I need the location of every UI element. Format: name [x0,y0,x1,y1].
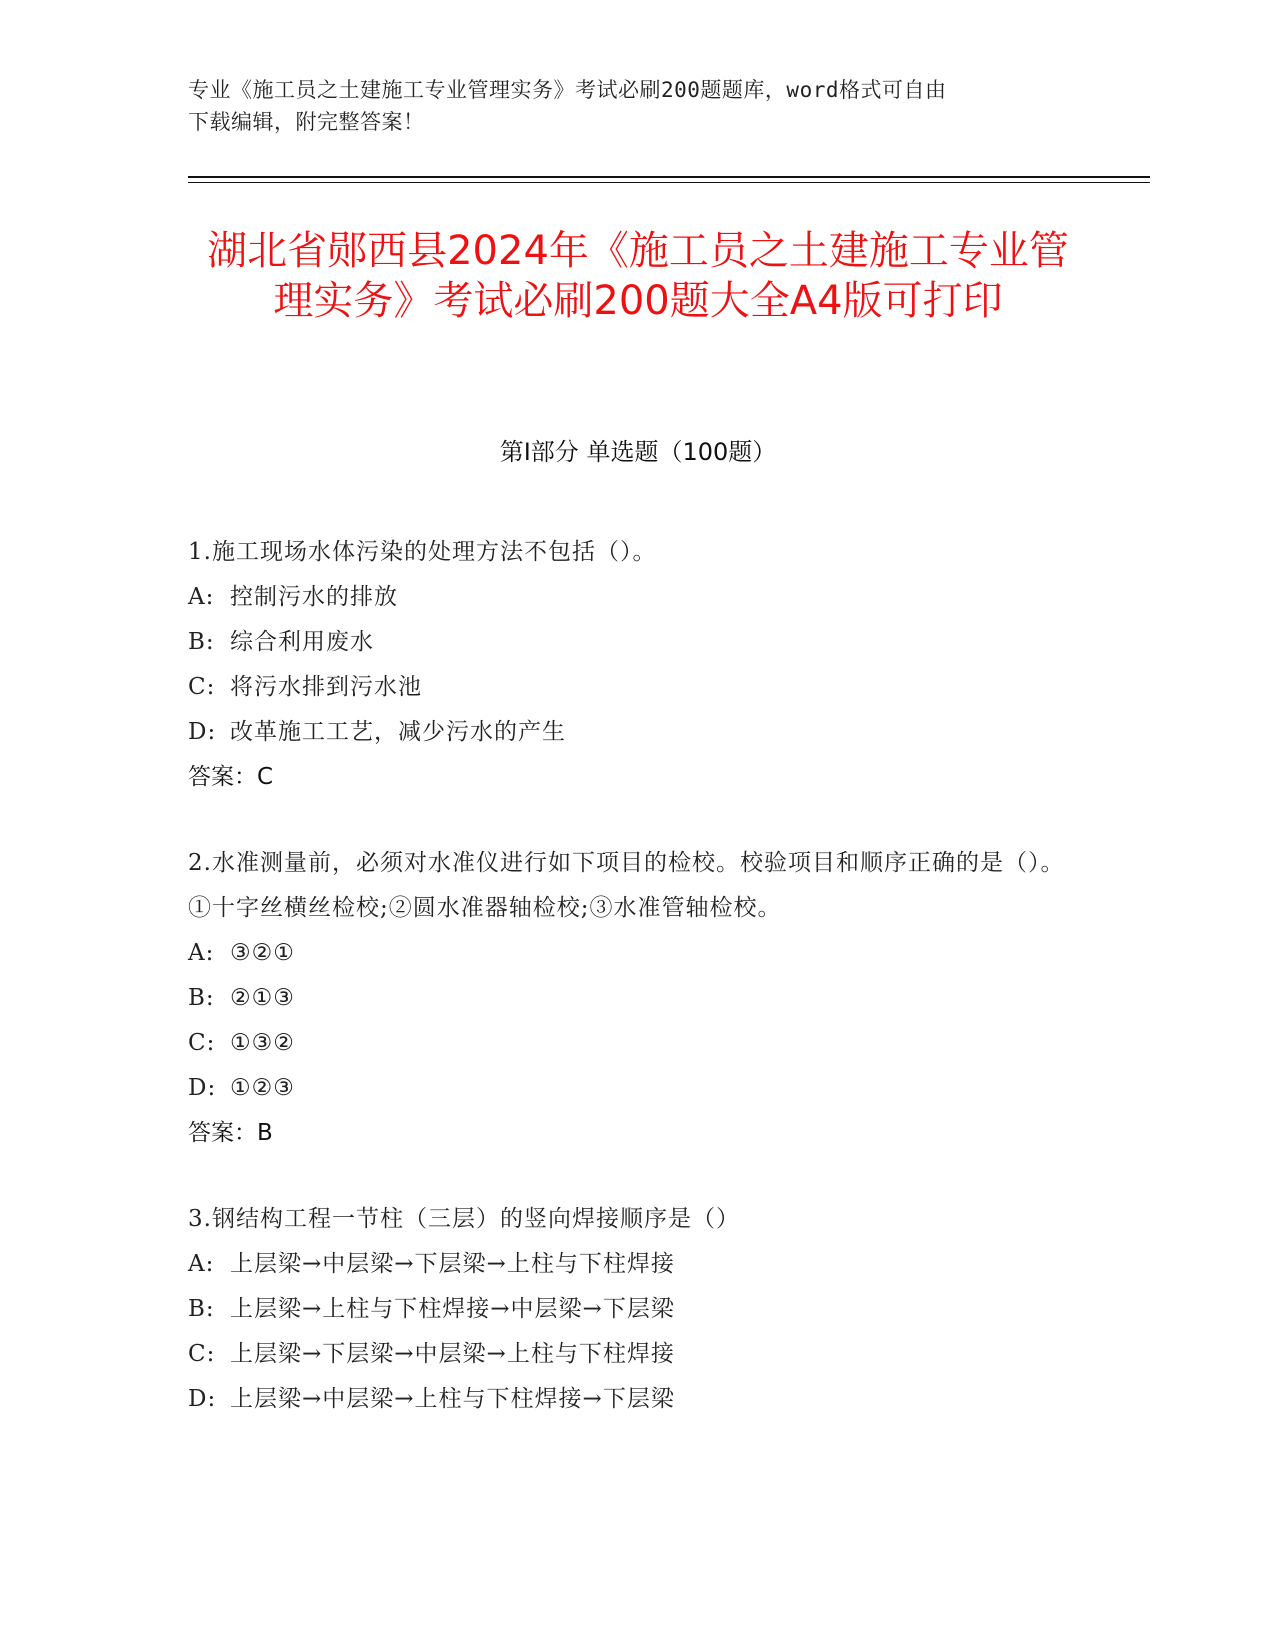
option-text: 上层梁→上柱与下柱焊接→中层梁→下层梁 [230,1296,675,1322]
option-letter: B: [188,1296,215,1322]
option-text: 将污水排到污水池 [230,674,422,700]
question-stem: 3.钢结构工程一节柱（三层）的竖向焊接顺序是（） [188,1206,740,1232]
question-option [188,1021,1068,1066]
question-stem: 1.施工现场水体污染的处理方法不包括（）。 [188,539,657,565]
question-option [188,1066,1068,1111]
option-letter: A: [188,1251,215,1277]
question-item [188,841,1068,1156]
option-letter: C: [188,1030,216,1056]
question-option [188,931,1068,976]
question-stem: 2.水准测量前，必须对水准仪进行如下项目的检校。校验项目和顺序正确的是（）。①十字丝横丝检校;②圆水准器轴检校;③水准管轴检校。 [188,850,1065,921]
question-list [188,530,1068,1463]
question-option [188,665,1068,710]
question-option [188,1332,1068,1377]
question-option [188,1287,1068,1332]
question-option [188,620,1068,665]
option-text: 综合利用废水 [230,629,374,655]
option-text: ①②③ [230,1075,295,1101]
option-letter: C: [188,1341,216,1367]
option-letter: B: [188,985,215,1011]
option-text: ③②① [230,940,295,966]
document-title: 湖北省郧西县2024年《施工员之土建施工专业管理实务》考试必刷200题大全A4版可打印 [207,228,1069,324]
option-text: 控制污水的排放 [230,584,398,610]
option-letter: D: [188,719,217,745]
header-note [188,74,1068,138]
question-answer: 答案：B [188,1120,273,1146]
option-letter: D: [188,1075,217,1101]
option-text: ②①③ [230,985,295,1011]
header-divider-thin [188,182,1150,183]
question-item [188,530,1068,800]
question-option [188,976,1068,1021]
option-letter: B: [188,629,215,655]
question-item [188,1197,1068,1422]
option-text: ①③② [230,1030,295,1056]
question-option [188,1242,1068,1287]
header-divider-thick [188,176,1150,178]
header-note-line-2: 下载编辑，附完整答案！ [188,110,425,134]
option-letter: C: [188,674,216,700]
option-letter: A: [188,940,215,966]
option-text: 上层梁→下层梁→中层梁→上柱与下柱焊接 [230,1341,675,1367]
option-text: 改革施工工艺，减少污水的产生 [230,719,566,745]
option-text: 上层梁→中层梁→上柱与下柱焊接→下层梁 [230,1386,675,1412]
question-answer: 答案：C [188,764,274,790]
section-title: 第Ⅰ部分 单选题（100题） [499,438,777,466]
option-text: 上层梁→中层梁→下层梁→上柱与下柱焊接 [230,1251,675,1277]
header-note-line-1: 专业《施工员之土建施工专业管理实务》考试必刷200题题库，word格式可自由 [188,78,947,102]
question-option [188,1377,1068,1422]
question-option [188,710,1068,755]
question-option [188,575,1068,620]
option-letter: D: [188,1386,217,1412]
option-letter: A: [188,584,215,610]
